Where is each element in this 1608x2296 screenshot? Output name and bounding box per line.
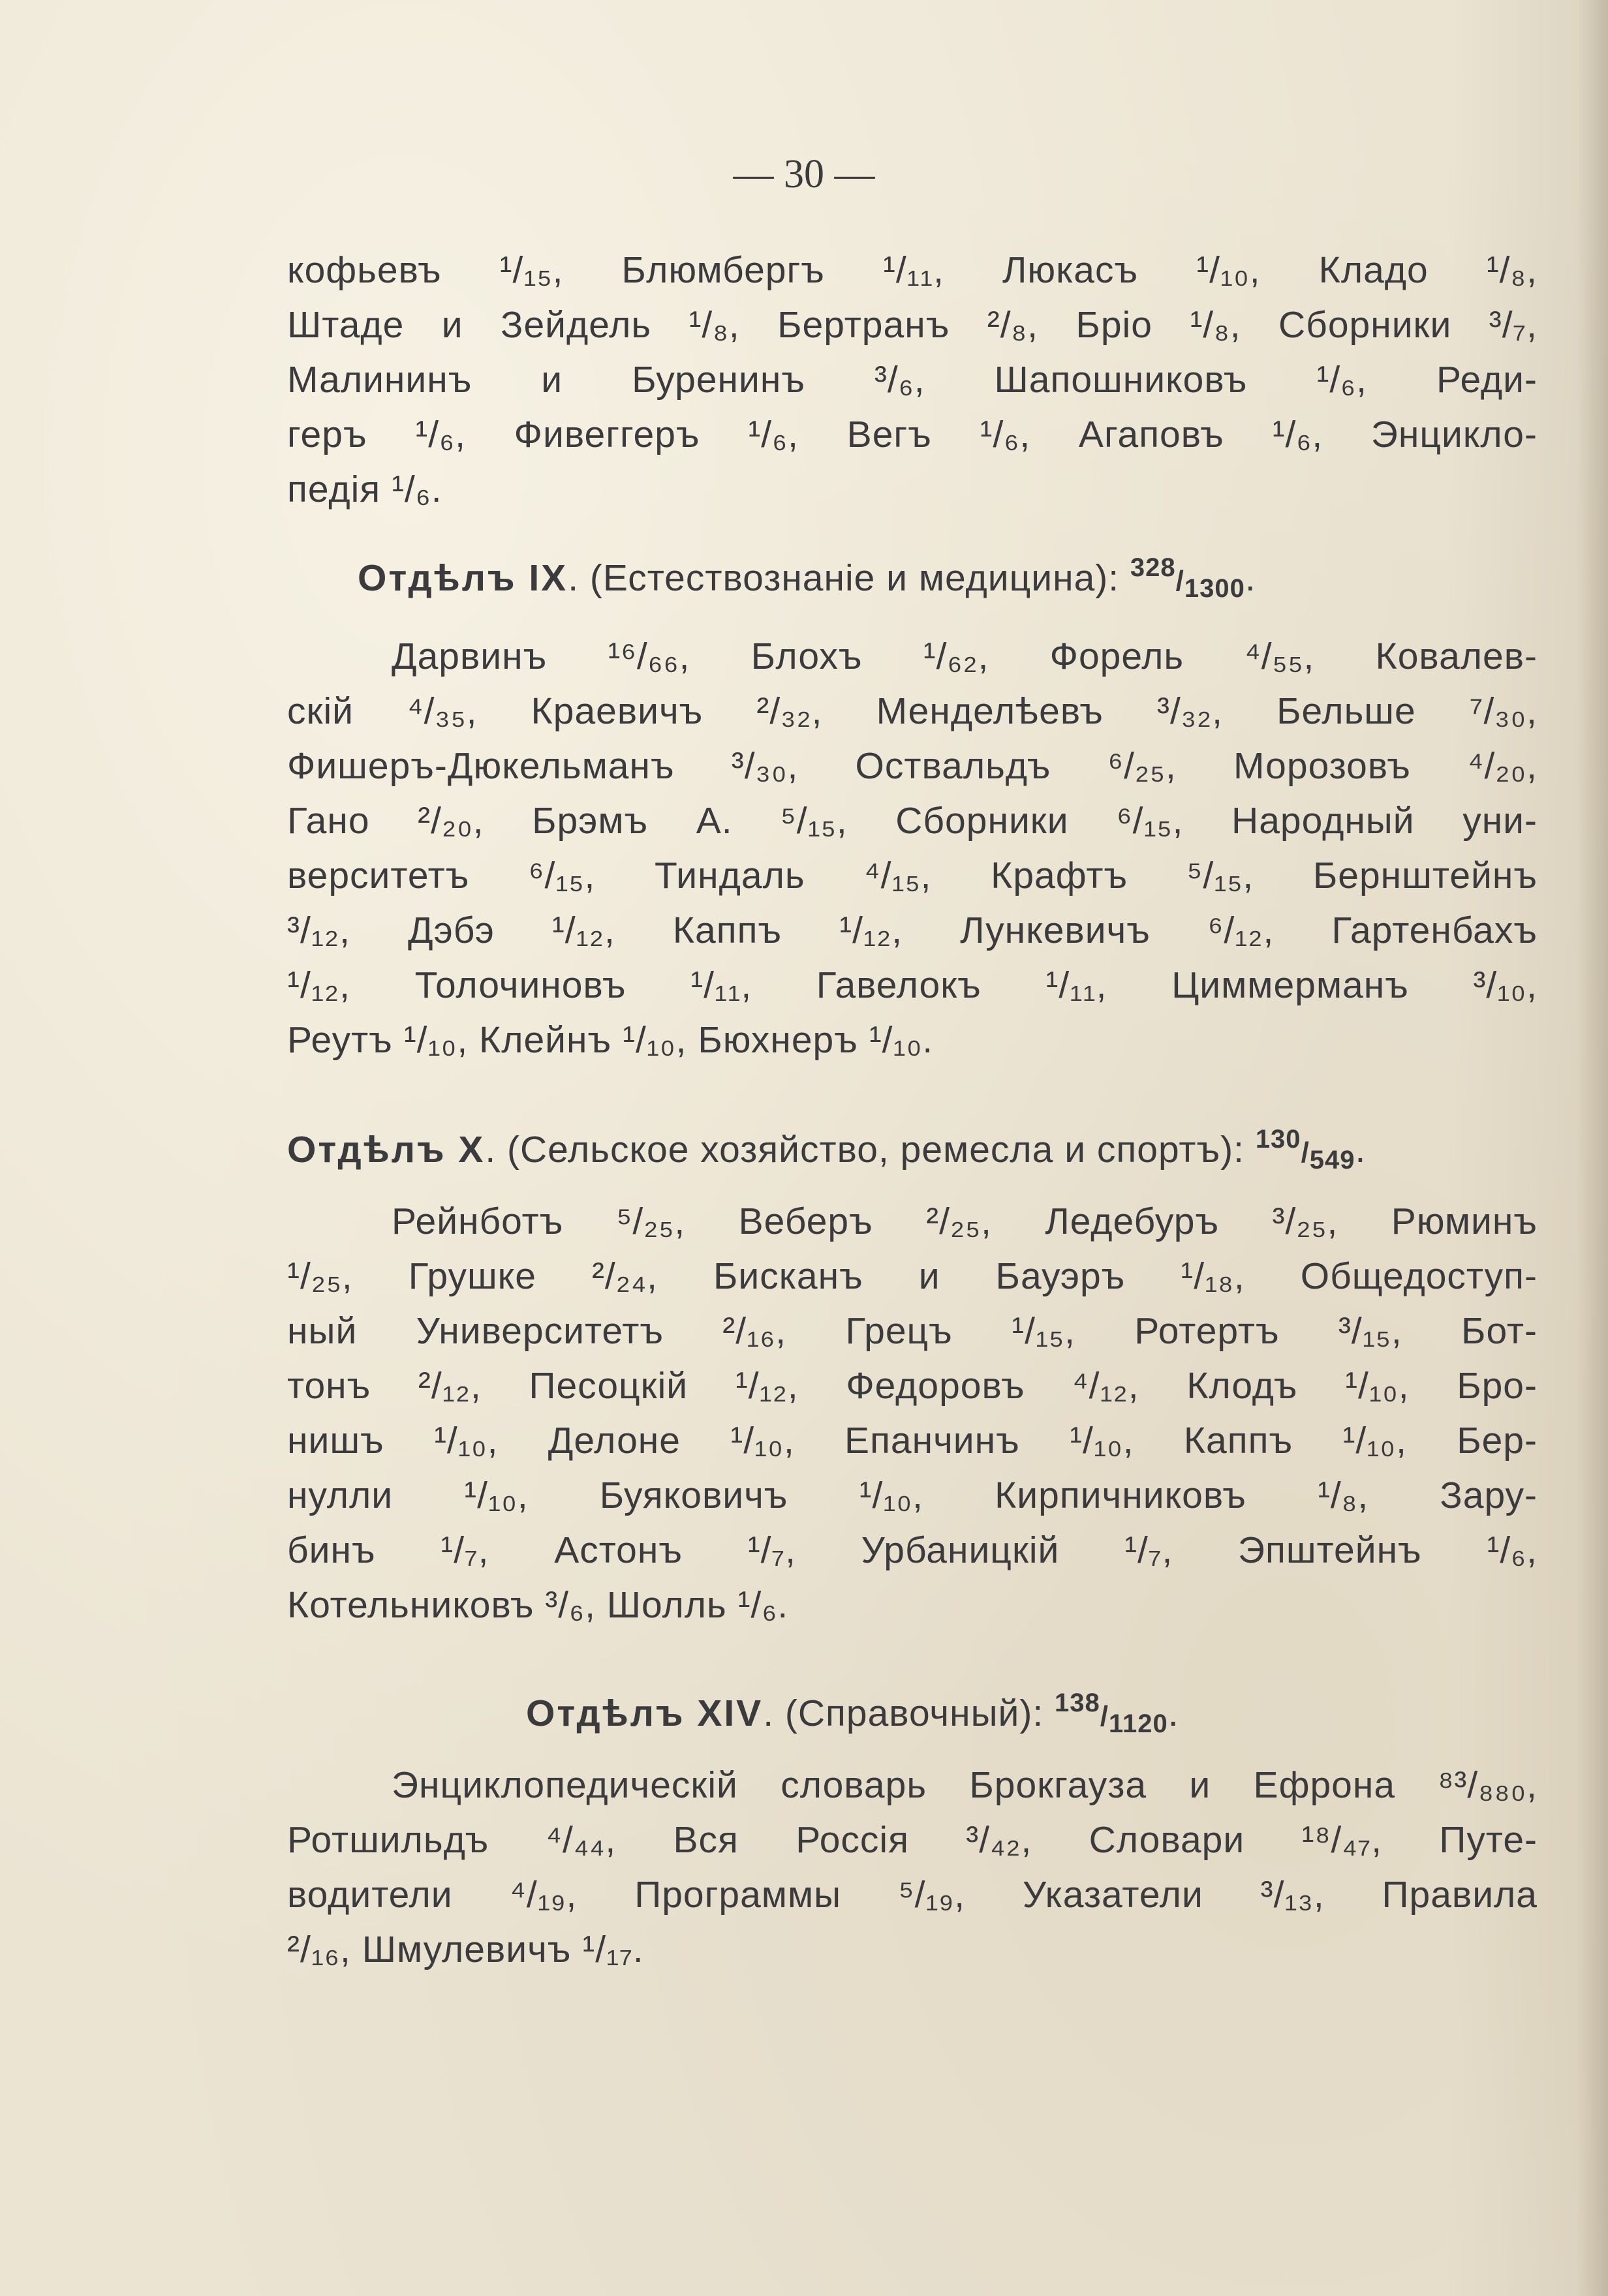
section-paragraph-x (287, 1194, 1538, 1632)
text-line: ¹/₂₅, Грушке ²/₂₄, Бисканъ и Бауэръ ¹/₁₈, Общедоступ- (287, 1255, 1538, 1297)
text-line: педія ¹/₆. (287, 468, 442, 510)
text-line: Гано ²/₂₀, Брэмъ А. ⁵/₁₅, Сборники ⁶/₁₅, Народный уни- (287, 800, 1538, 842)
section-paragraph-ix (287, 629, 1538, 1067)
text-line: скій ⁴/₃₅, Краевичъ ²/₃₂, Менделѣевъ ³/₃₂, Бельше ⁷/₃₀, (287, 690, 1538, 732)
text-line: Фишеръ-Дюкельманъ ³/₃₀, Оствальдъ ⁶/₂₅, Морозовъ ⁴/₂₀, (287, 745, 1538, 787)
text-line: верситетъ ⁶/₁₅, Тиндаль ⁴/₁₅, Крафтъ ⁵/₁₅, Бернштейнъ (287, 855, 1538, 896)
text-line: водители ⁴/₁₉, Программы ⁵/₁₉, Указатели ³/₁₃, Правила (287, 1874, 1538, 1916)
text-line: Дарвинъ ¹⁶/₆₆, Блохъ ¹/₆₂, Форель ⁴/₅₅, Ковалев- (392, 635, 1538, 677)
section-subtitle: . (Естествознаніе и медицина): (568, 557, 1130, 599)
section-heading-end: . (1355, 1129, 1367, 1171)
text-line: Малининъ и Буренинъ ³/₆, Шапошниковъ ¹/₆, Реди- (287, 359, 1538, 401)
text-line: Энциклопедическій словарь Брокгауза и Ефрона ⁸³/₈₈₀, (392, 1764, 1538, 1806)
section-heading-ix (358, 540, 1256, 616)
section-subtitle: . (Сельское хозяйство, ремесла и спортъ): (485, 1129, 1256, 1171)
text-line: геръ ¹/₆, Фивеггеръ ¹/₆, Вегъ ¹/₆, Агаповъ ¹/₆, Энцикло- (287, 414, 1538, 455)
section-total-count: 130 (1255, 1125, 1301, 1154)
section-subtitle: . (Справочный): (763, 1692, 1055, 1734)
text-line: Котельниковъ ³/₆, Шолль ¹/₆. (287, 1584, 789, 1626)
text-line: нишъ ¹/₁₀, Делоне ¹/₁₀, Епанчинъ ¹/₁₀, Каппъ ¹/₁₀, Бер- (287, 1420, 1538, 1462)
section-total-count: 138 (1055, 1689, 1100, 1717)
section-keyword: Отдѣлъ XIV (526, 1692, 764, 1734)
section-keyword: Отдѣлъ IX (358, 557, 568, 599)
continuation-paragraph (287, 243, 1538, 517)
section-total-issues: 549 (1309, 1146, 1355, 1174)
section-total-count: 328 (1130, 553, 1176, 582)
section-keyword: Отдѣлъ X (287, 1129, 486, 1171)
text-line: ный Университетъ ²/₁₆, Грецъ ¹/₁₅, Ротертъ ³/₁₅, Бот- (287, 1310, 1538, 1352)
text-line: кофьевъ ¹/₁₅, Блюмбергъ ¹/₁₁, Люкасъ ¹/₁₀, Кладо ¹/₈, (287, 249, 1538, 291)
section-heading-x (287, 1112, 1366, 1187)
text-line: тонъ ²/₁₂, Песоцкій ¹/₁₂, Федоровъ ⁴/₁₂, Клодъ ¹/₁₀, Бро- (287, 1365, 1538, 1407)
section-paragraph-xiv (287, 1758, 1538, 1977)
text-line: нулли ¹/₁₀, Буяковичъ ¹/₁₀, Кирпичниковъ ¹/₈, Зару- (287, 1475, 1538, 1516)
section-heading-xiv (526, 1676, 1179, 1751)
section-heading-end: . (1245, 557, 1256, 599)
page-edge-shadow (1577, 0, 1608, 2296)
text-line: Ротшильдъ ⁴/₄₄, Вся Россія ³/₄₂, Словари ¹⁸/₄₇, Путе- (287, 1819, 1538, 1861)
text-line: бинъ ¹/₇, Астонъ ¹/₇, Урбаницкій ¹/₇, Эпштейнъ ¹/₆, (287, 1529, 1538, 1571)
text-line: Реутъ ¹/₁₀, Клейнъ ¹/₁₀, Бюхнеръ ¹/₁₀. (287, 1019, 934, 1061)
text-line: ³/₁₂, Дэбэ ¹/₁₂, Каппъ ¹/₁₂, Лункевичъ ⁶/₁₂, Гартенбахъ (287, 910, 1538, 951)
section-total: $^{138}/_{1120}$ (1055, 1689, 1168, 1738)
section-heading-end: . (1167, 1692, 1179, 1734)
section-total: $^{328}/_{1300}$ (1130, 553, 1245, 603)
section-total: $^{130}/_{549}$ (1255, 1125, 1355, 1174)
text-line: Рейнботъ ⁵/₂₅, Веберъ ²/₂₅, Ледебуръ ³/₂₅, Рюминъ (392, 1201, 1538, 1242)
section-total-issues: 1300 (1184, 574, 1245, 603)
page-number: — 30 — (733, 152, 875, 196)
text-line: Штаде и Зейдель ¹/₈, Бертранъ ²/₈, Бріо ¹/₈, Сборники ³/₇, (287, 304, 1538, 346)
section-total-issues: 1120 (1109, 1709, 1168, 1738)
text-line: ²/₁₆, Шмулевичъ ¹/₁₇. (287, 1929, 644, 1970)
text-line: ¹/₁₂, Толочиновъ ¹/₁₁, Гавелокъ ¹/₁₁, Циммерманъ ³/₁₀, (287, 964, 1538, 1006)
